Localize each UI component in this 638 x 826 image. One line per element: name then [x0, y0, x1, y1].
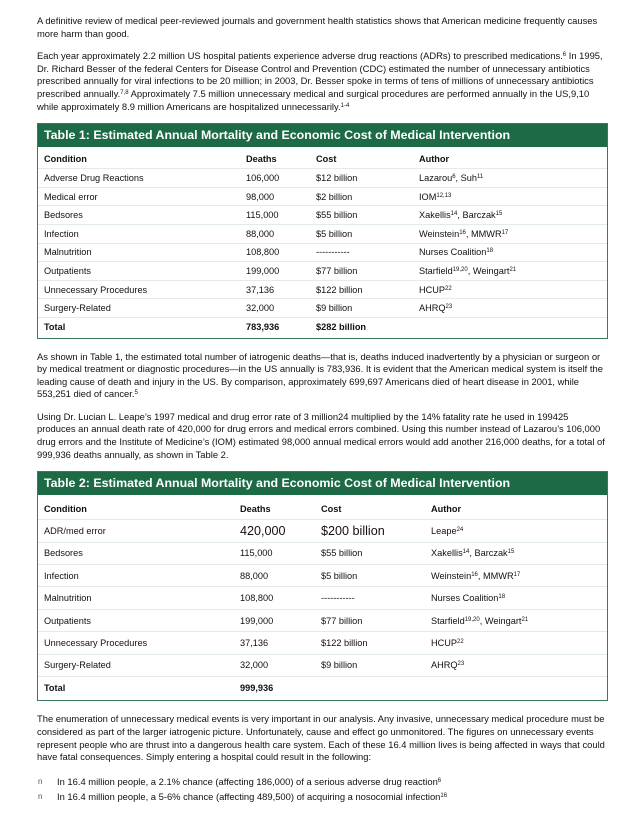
- cell-cost: $9 billion: [316, 303, 353, 314]
- author-name: Nurses Coalition: [431, 593, 499, 604]
- cell-deaths: 199,000: [246, 265, 280, 276]
- cell-author: [431, 526, 601, 536]
- table-header-row: [38, 498, 607, 519]
- total-label: Total: [44, 321, 66, 332]
- cell-condition: Outpatients: [44, 615, 91, 626]
- cell-deaths: 420,000: [240, 523, 286, 538]
- cell-deaths: 88,000: [246, 228, 275, 239]
- table-header-row: [38, 150, 607, 168]
- intro-paragraph: [37, 15, 608, 40]
- list-item: [38, 789, 608, 804]
- citation-superscript: 6: [452, 173, 456, 180]
- author-name: , Suh: [455, 172, 477, 183]
- citation-superscript: 16: [471, 571, 478, 578]
- citation-superscript: 17: [501, 229, 509, 236]
- cell-cost: $122 billion: [316, 284, 363, 295]
- citation-superscript: 18: [498, 594, 506, 601]
- total-deaths: 999,936: [240, 682, 274, 693]
- citation-superscript: 22: [445, 285, 452, 292]
- table-1-body: [38, 147, 607, 337]
- cell-author: [419, 303, 601, 313]
- author-name: , Weingart: [467, 265, 510, 276]
- author-name: Nurses Coalition: [419, 247, 487, 258]
- citation-superscript: 11: [477, 173, 484, 180]
- citation-superscript: 16: [440, 792, 448, 799]
- cell-author: [419, 173, 601, 183]
- bullet-text: In 16.4 million people, a 2.1% chance (affecting 186,000) of a serious adverse drug reaction: [57, 775, 438, 787]
- citation-superscript: 23: [457, 661, 465, 668]
- cell-deaths: 108,800: [246, 247, 280, 258]
- citation-superscript: 6: [562, 52, 567, 59]
- author-name: HCUP: [419, 284, 446, 295]
- cell-author: [419, 285, 601, 295]
- author-name: , MMWR: [465, 228, 502, 239]
- enumeration-text: The enumeration of unnecessary medical events is very important in our analysis. Any invasive, unnecessary medical procedure must be considered as part of the larger iatrogenic picture. Unfortunately, cause and effect go unmonitored. The figures on unnecessary events represent people who are thrust into a dangerous health care system. Each of these 16.4 million lives is being affected in ways that could have fatal consequences. Simply entering a hospital could result in the following:: [37, 713, 605, 763]
- author-name: IOM: [419, 191, 437, 202]
- citation-superscript: 19,20: [464, 616, 480, 623]
- header-author: Author: [419, 154, 450, 165]
- header-cost: Cost: [316, 154, 337, 165]
- total-deaths: 783,936: [246, 321, 280, 332]
- cell-deaths: 199,000: [240, 615, 274, 626]
- table-row: [38, 187, 607, 206]
- cell-cost: $55 billion: [316, 210, 358, 221]
- cell-cost: $122 billion: [321, 637, 368, 648]
- citation-superscript: 22: [457, 638, 464, 645]
- risk-bullet-list: [37, 774, 608, 804]
- cell-deaths: 88,000: [240, 570, 269, 581]
- table-1: [37, 123, 608, 338]
- cell-condition: Infection: [44, 228, 79, 239]
- adr-text-2: In 1995, Dr. Richard Besser of the federal Centers for Disease Control and Prevention (CDC) estimated the number of unnecessary antibiotics prescribed annually for viral infections to be 20 million; in 2003, Dr. Besser spoke in terms of tens of millions of unnecessary antibiotics prescribed annually.: [37, 50, 603, 99]
- author-name: AHRQ: [419, 303, 446, 314]
- author-name: , Weingart: [479, 615, 522, 626]
- table-row: [38, 224, 607, 243]
- citation-superscript: 21: [509, 266, 517, 273]
- cell-cost: -----------: [316, 247, 350, 258]
- cell-deaths: 106,000: [246, 172, 280, 183]
- cell-deaths: 98,000: [246, 191, 275, 202]
- table-2-title: Table 2: Estimated Annual Mortality and Economic Cost of Medical Intervention: [38, 472, 607, 495]
- cell-cost: $77 billion: [321, 615, 363, 626]
- iatrogenic-text: As shown in Table 1, the estimated total number of iatrogenic deaths—that is, deaths induced inadvertently by a physician or surgeon or by medical treatment or diagnostic procedures—in the US annually is 783,936. It is evident that the American medical system is itself the leading cause of death and injury in the US. By comparison, approximately 699,697 Americans died of heart disease in 2001, while 553,251 died of cancer.: [37, 350, 603, 400]
- bullet-marker-icon: n: [38, 776, 43, 786]
- cell-cost: $55 billion: [321, 548, 363, 559]
- cell-author: [419, 229, 601, 239]
- author-name: , MMWR: [477, 570, 514, 581]
- table-row: [38, 298, 607, 317]
- cell-author: [419, 210, 601, 220]
- cell-condition: Malnutrition: [44, 247, 92, 258]
- iatrogenic-paragraph: [37, 351, 608, 401]
- cell-deaths: 115,000: [246, 210, 279, 221]
- cell-cost: $2 billion: [316, 191, 353, 202]
- author-name: Leape: [431, 525, 457, 536]
- citation-superscript: 14: [450, 211, 458, 218]
- header-condition: Condition: [44, 503, 87, 514]
- intro-text: A definitive review of medical peer-reviewed journals and government health statistics shows that American medicine frequently causes more harm than good.: [37, 15, 598, 39]
- table-row: [38, 280, 607, 299]
- author-name: Lazarou: [419, 172, 453, 183]
- author-name: Weinstein: [431, 570, 472, 581]
- adr-paragraph: [37, 50, 608, 113]
- cell-condition: Malnutrition: [44, 593, 92, 604]
- leape-text: Using Dr. Lucian L. Leape’s 1997 medical and drug error rate of 3 million24 multiplied by the 14% fatality rate he used in 199425 produces an annual death rate of 420,000 for drug errors and medical errors combined. Using this number instead of Lazarou’s 106,000 drug errors and the Institute of Medicine’s (IOM) estimated 98,000 annual medical errors would add another 216,000 deaths, for a total of 999,936 deaths annually, as shown in Table 2.: [37, 410, 605, 460]
- author-name: HCUP: [431, 637, 458, 648]
- cell-condition: Infection: [44, 570, 79, 581]
- list-item: [38, 774, 608, 789]
- author-name: Weinstein: [419, 228, 460, 239]
- table-total-row: [38, 676, 607, 698]
- cell-condition: Outpatients: [44, 265, 91, 276]
- author-name: Xakellis: [419, 210, 451, 221]
- citation-superscript: 19,20: [452, 266, 468, 273]
- cell-cost: $5 billion: [316, 228, 353, 239]
- cell-cost: $77 billion: [316, 265, 358, 276]
- table-row: [38, 205, 607, 224]
- cell-condition: ADR/med error: [44, 525, 106, 536]
- header-deaths: Deaths: [246, 154, 277, 165]
- table-row: [38, 168, 607, 187]
- table-row: [38, 243, 607, 262]
- cell-cost: $12 billion: [316, 172, 358, 183]
- author-name: Starfield: [419, 265, 453, 276]
- citation-superscript: 23: [445, 304, 453, 311]
- cell-condition: Bedsores: [44, 210, 83, 221]
- enumeration-paragraph: [37, 713, 608, 763]
- cell-author: [431, 593, 601, 603]
- cell-condition: Adverse Drug Reactions: [44, 172, 144, 183]
- header-cost: Cost: [321, 503, 342, 514]
- cell-author: [419, 266, 601, 276]
- cell-deaths: 32,000: [246, 303, 275, 314]
- cell-deaths: 115,000: [240, 548, 273, 559]
- cell-author: [431, 548, 601, 558]
- total-label: Total: [44, 682, 66, 693]
- citation-superscript: 21: [521, 616, 529, 623]
- author-name: AHRQ: [431, 660, 458, 671]
- cell-author: [431, 571, 601, 581]
- citation-superscript: 15: [507, 549, 515, 556]
- cell-author: [419, 247, 601, 257]
- table-row: [38, 609, 607, 631]
- cell-deaths: 37,136: [240, 637, 269, 648]
- cell-condition: Unnecessary Procedures: [44, 637, 148, 648]
- cell-condition: Surgery-Related: [44, 303, 111, 314]
- citation-superscript: 5: [134, 390, 138, 397]
- author-name: Xakellis: [431, 548, 463, 559]
- cell-condition: Surgery-Related: [44, 660, 111, 671]
- citation-superscript: 6: [437, 777, 442, 784]
- header-author: Author: [431, 503, 462, 514]
- citation-superscript: 12,13: [436, 192, 452, 199]
- citation-superscript: 15: [495, 211, 503, 218]
- adr-text-3: Approximately 7.5 million unnecessary medical and surgical procedures are performed annually in the US,9,10 while approximately 8.9 million Americans are hospitalized unnecessarily.: [37, 87, 590, 112]
- citation-superscript: 7,8: [120, 89, 129, 96]
- table-2-body: [38, 495, 607, 700]
- citation-superscript: 14: [462, 549, 470, 556]
- table-row: [38, 654, 607, 676]
- bullet-marker-icon: n: [38, 791, 43, 801]
- table-total-row: [38, 317, 607, 336]
- table-row: [38, 564, 607, 586]
- cell-cost: $5 billion: [321, 570, 358, 581]
- cell-author: [419, 192, 601, 202]
- cell-deaths: 32,000: [240, 660, 269, 671]
- table-row: [38, 542, 607, 564]
- header-deaths: Deaths: [240, 503, 271, 514]
- author-name: , Barczak: [469, 548, 508, 559]
- cell-cost: -----------: [321, 593, 355, 604]
- cell-author: [431, 660, 601, 670]
- cell-deaths: 37,136: [246, 284, 275, 295]
- table-row: [38, 261, 607, 280]
- cell-deaths: 108,800: [240, 593, 274, 604]
- table-2: [37, 471, 608, 701]
- citation-superscript: 16: [459, 229, 466, 236]
- cell-condition: Bedsores: [44, 548, 83, 559]
- citation-superscript: 1-4: [340, 102, 350, 109]
- leape-paragraph: [37, 411, 608, 461]
- citation-superscript: 17: [513, 571, 521, 578]
- author-name: , Barczak: [457, 210, 496, 221]
- adr-text-1: Each year approximately 2.2 million US hospital patients experience adverse drug reactions (ADRs) to prescribed medications.: [37, 50, 563, 62]
- cell-cost: $200 billion: [321, 523, 385, 538]
- author-name: Starfield: [431, 615, 465, 626]
- cell-cost: $9 billion: [321, 660, 358, 671]
- table-1-title: Table 1: Estimated Annual Mortality and Economic Cost of Medical Intervention: [38, 124, 607, 147]
- table-row: [38, 631, 607, 653]
- cell-condition: Medical error: [44, 191, 98, 202]
- bullet-text: In 16.4 million people, a 5-6% chance (affecting 489,500) of acquiring a nosocomial infection: [57, 790, 441, 802]
- header-condition: Condition: [44, 154, 87, 165]
- cell-author: [431, 638, 601, 648]
- citation-superscript: 18: [486, 248, 494, 255]
- citation-superscript: 24: [456, 526, 464, 533]
- table-row: [38, 586, 607, 608]
- total-cost: $282 billion: [316, 321, 367, 332]
- cell-condition: Unnecessary Procedures: [44, 284, 148, 295]
- cell-author: [431, 616, 601, 626]
- table-row: [38, 519, 607, 541]
